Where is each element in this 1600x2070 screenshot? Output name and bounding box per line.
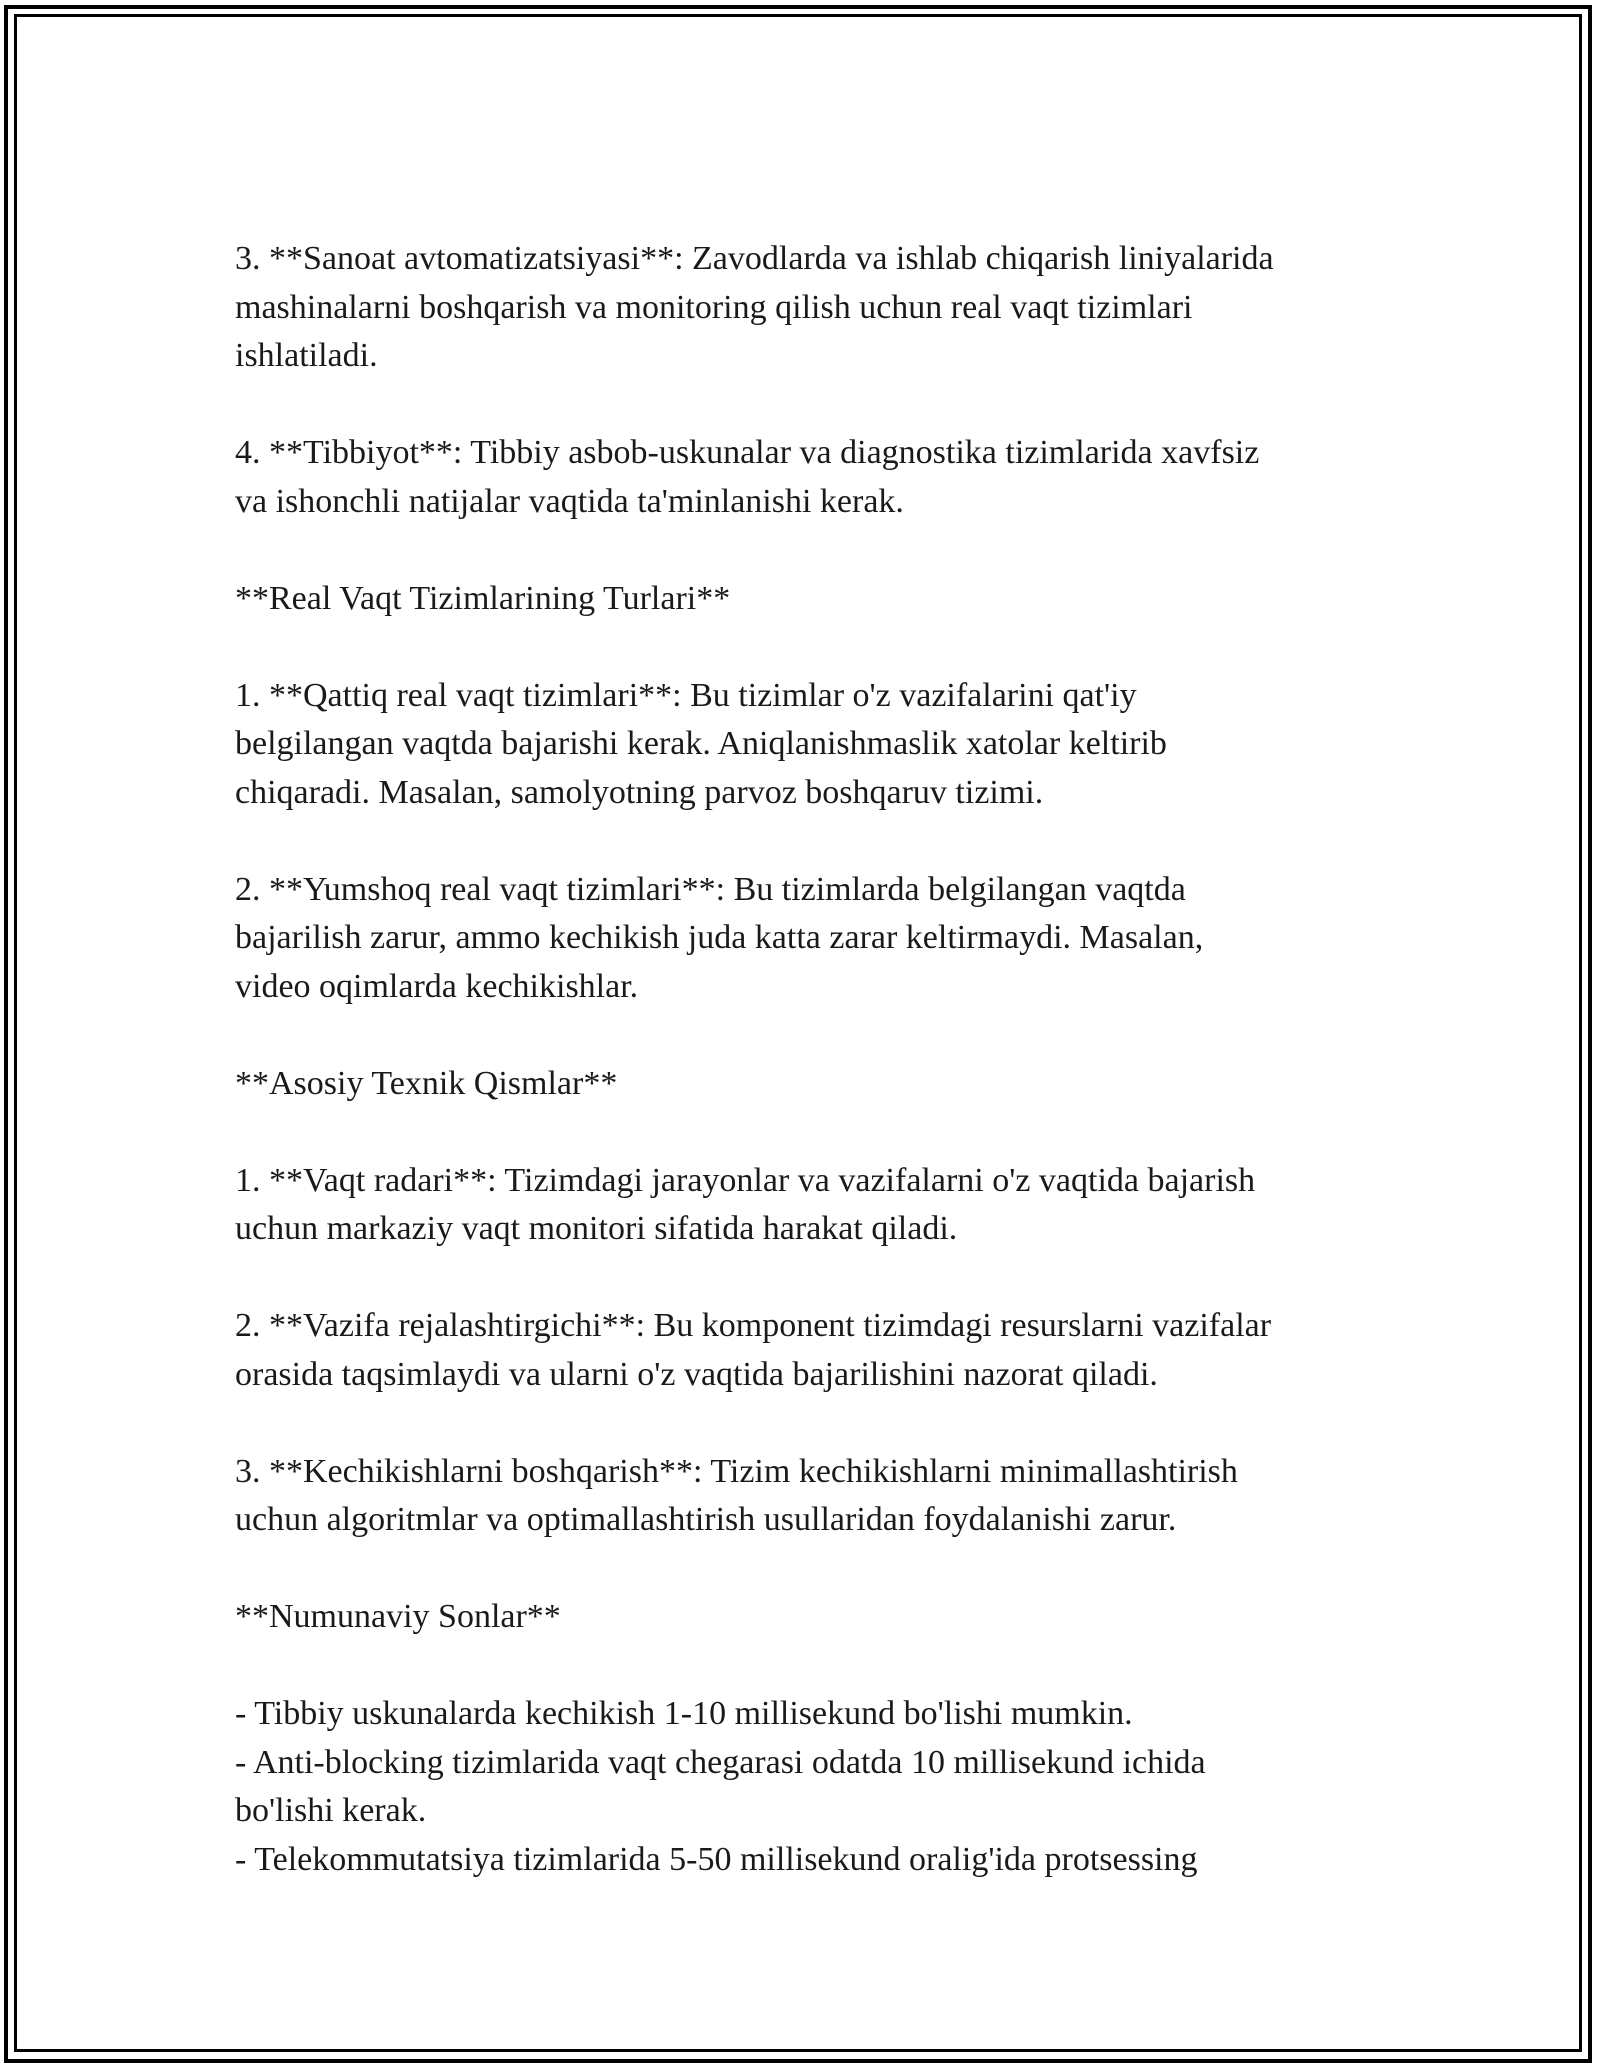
text-line: uchun markaziy vaqt monitori sifatida harakat qiladi. (235, 1210, 958, 1247)
text-line: 3. **Kechikishlarni boshqarish**: Tizim kechikishlarni minimallashtirish (235, 1452, 1238, 1490)
text-line: **Asosiy Texnik Qismlar** (235, 1064, 618, 1102)
text-line: bajarilish zarur, ammo kechikish juda katta zarar keltirmaydi. Masalan, (235, 919, 1204, 956)
text-line: 1. **Qattiq real vaqt tizimlari**: Bu tizimlar o'z vazifalarini qat'iy (235, 676, 1137, 714)
paragraph (235, 429, 1415, 526)
text-line: ishlatiladi. (235, 337, 378, 374)
text-line: - Telekommutatsiya tizimlarida 5-50 millisekund oralig'ida protsessing (235, 1840, 1198, 1878)
document-body (235, 235, 1415, 1884)
text-line: - Anti-blocking tizimlarida vaqt chegarasi odatda 10 millisekund ichida (235, 1743, 1206, 1781)
text-line: belgilangan vaqtda bajarishi kerak. Aniqlanishmaslik xatolar keltirib (235, 725, 1167, 762)
paragraph (235, 1448, 1415, 1545)
bullet-list (235, 1690, 1415, 1884)
paragraph (235, 1157, 1415, 1254)
text-line: 1. **Vaqt radari**: Tizimdagi jarayonlar va vazifalarni o'z vaqtida bajarish (235, 1161, 1256, 1199)
text-line: uchun algoritmlar va optimallashtirish usullaridan foydalanishi zarur. (235, 1501, 1177, 1538)
text-line: 2. **Vazifa rejalashtirgichi**: Bu komponent tizimdagi resurslarni vazifalar (235, 1307, 1272, 1344)
text-line: orasida taqsimlaydi va ularni o'z vaqtida bajarilishini nazorat qiladi. (235, 1355, 1158, 1393)
text-line: mashinalarni boshqarish va monitoring qilish uchun real vaqt tizimlari (235, 288, 1193, 326)
text-line: 2. **Yumshoq real vaqt tizimlari**: Bu tizimlarda belgilangan vaqtda (235, 870, 1186, 908)
text-line: **Real Vaqt Tizimlarining Turlari** (235, 579, 731, 617)
text-line: va ishonchli natijalar vaqtida ta'minlanishi kerak. (235, 482, 904, 520)
section-heading (235, 1060, 1415, 1109)
paragraph (235, 672, 1415, 818)
text-line: **Numunaviy Sonlar** (235, 1598, 561, 1635)
text-line: video oqimlarda kechikishlar. (235, 967, 639, 1005)
text-line: bo'lishi kerak. (235, 1792, 427, 1829)
text-line: - Tibbiy uskunalarda kechikish 1-10 millisekund bo'lishi mumkin. (235, 1695, 1133, 1732)
text-line: chiqaradi. Masalan, samolyotning parvoz boshqaruv tizimi. (235, 773, 1044, 811)
text-line: 3. **Sanoat avtomatizatsiyasi**: Zavodlarda va ishlab chiqarish liniyalarida (235, 240, 1274, 277)
paragraph (235, 1302, 1415, 1399)
section-heading (235, 1593, 1415, 1642)
text-line: 4. **Tibbiyot**: Tibbiy asbob-uskunalar va diagnostika tizimlarida xavfsiz (235, 434, 1260, 471)
paragraph (235, 866, 1415, 1012)
paragraph (235, 235, 1415, 381)
section-heading (235, 575, 1415, 624)
